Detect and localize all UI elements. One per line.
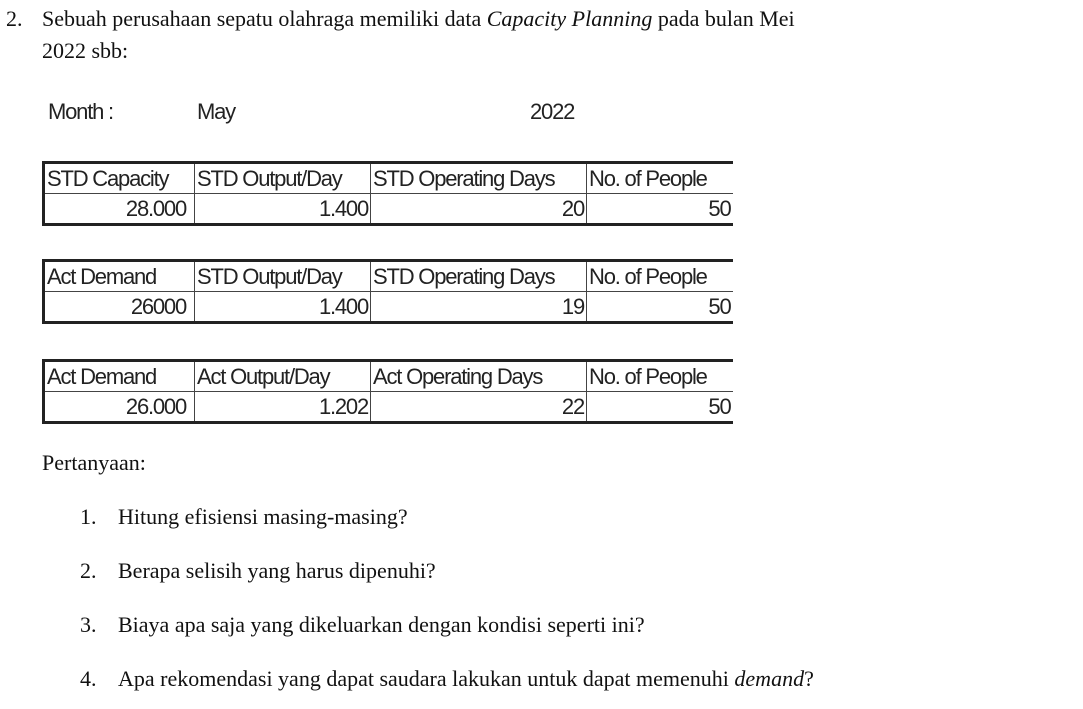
value-cell: 19 — [371, 292, 587, 323]
month-value: May — [197, 99, 235, 124]
table-header-row — [44, 361, 733, 392]
value-cell: 26.000 — [44, 392, 195, 423]
question-text: Apa rekomendasi yang dapat saudara lakukan untuk dapat memenuhi — [118, 666, 735, 691]
header-cell: Act Demand — [44, 361, 195, 392]
question-number: 1. — [80, 504, 97, 529]
value-cell: 26000 — [44, 292, 195, 323]
question-number: 4. — [80, 666, 97, 691]
header-cell: Act Demand — [44, 261, 195, 292]
year-value: 2022 — [530, 99, 575, 124]
header-cell: STD Capacity — [44, 163, 195, 194]
question-text-end: ? — [804, 666, 814, 691]
value-cell: 50 — [587, 392, 733, 423]
value-cell: 1.400 — [195, 292, 371, 323]
question-item — [80, 558, 436, 584]
header-cell: Act Operating Days — [371, 361, 587, 392]
questions-heading: Pertanyaan: — [42, 450, 146, 475]
value-cell: 50 — [587, 292, 733, 323]
month-label: Month : — [48, 99, 113, 124]
value-cell: 1.400 — [195, 194, 371, 225]
question-text: Biaya apa saja yang dikeluarkan dengan kondisi seperti ini? — [118, 612, 645, 637]
value-cell: 20 — [371, 194, 587, 225]
table-header-row — [44, 163, 733, 194]
header-cell: STD Output/Day — [195, 261, 371, 292]
header-cell: STD Operating Days — [371, 163, 587, 194]
header-cell: No. of People — [587, 163, 733, 194]
problem-text: Sebuah perusahaan sepatu olahraga memiliki data — [42, 6, 487, 31]
header-cell: No. of People — [587, 361, 733, 392]
problem-line-1 — [42, 6, 795, 32]
value-cell: 28.000 — [44, 194, 195, 225]
value-cell: 50 — [587, 194, 733, 225]
table-header-row — [44, 261, 733, 292]
question-text: Berapa selisih yang harus dipenuhi? — [118, 558, 436, 583]
value-cell: 22 — [371, 392, 587, 423]
capacity-table-actual — [42, 359, 733, 424]
problem-line-2: 2022 sbb: — [42, 38, 129, 63]
table-value-row — [44, 392, 733, 423]
problem-text-end: pada bulan Mei — [652, 6, 795, 31]
value-cell: 1.202 — [195, 392, 371, 423]
question-item — [80, 612, 645, 638]
question-italic-term: demand — [734, 666, 805, 691]
header-cell: STD Output/Day — [195, 163, 371, 194]
header-cell: STD Operating Days — [371, 261, 587, 292]
question-item — [80, 504, 408, 530]
problem-italic-term: Capacity Planning — [486, 6, 653, 31]
header-cell: Act Output/Day — [195, 361, 371, 392]
question-item — [80, 666, 814, 692]
question-number: 3. — [80, 612, 97, 637]
question-text: Hitung efisiensi masing-masing? — [118, 504, 408, 529]
table-value-row — [44, 194, 733, 225]
header-cell: No. of People — [587, 261, 733, 292]
table-value-row — [44, 292, 733, 323]
capacity-table-demand-standard — [42, 259, 733, 324]
question-number: 2. — [80, 558, 97, 583]
capacity-table-standard — [42, 161, 733, 226]
problem-number: 2. — [6, 6, 23, 31]
